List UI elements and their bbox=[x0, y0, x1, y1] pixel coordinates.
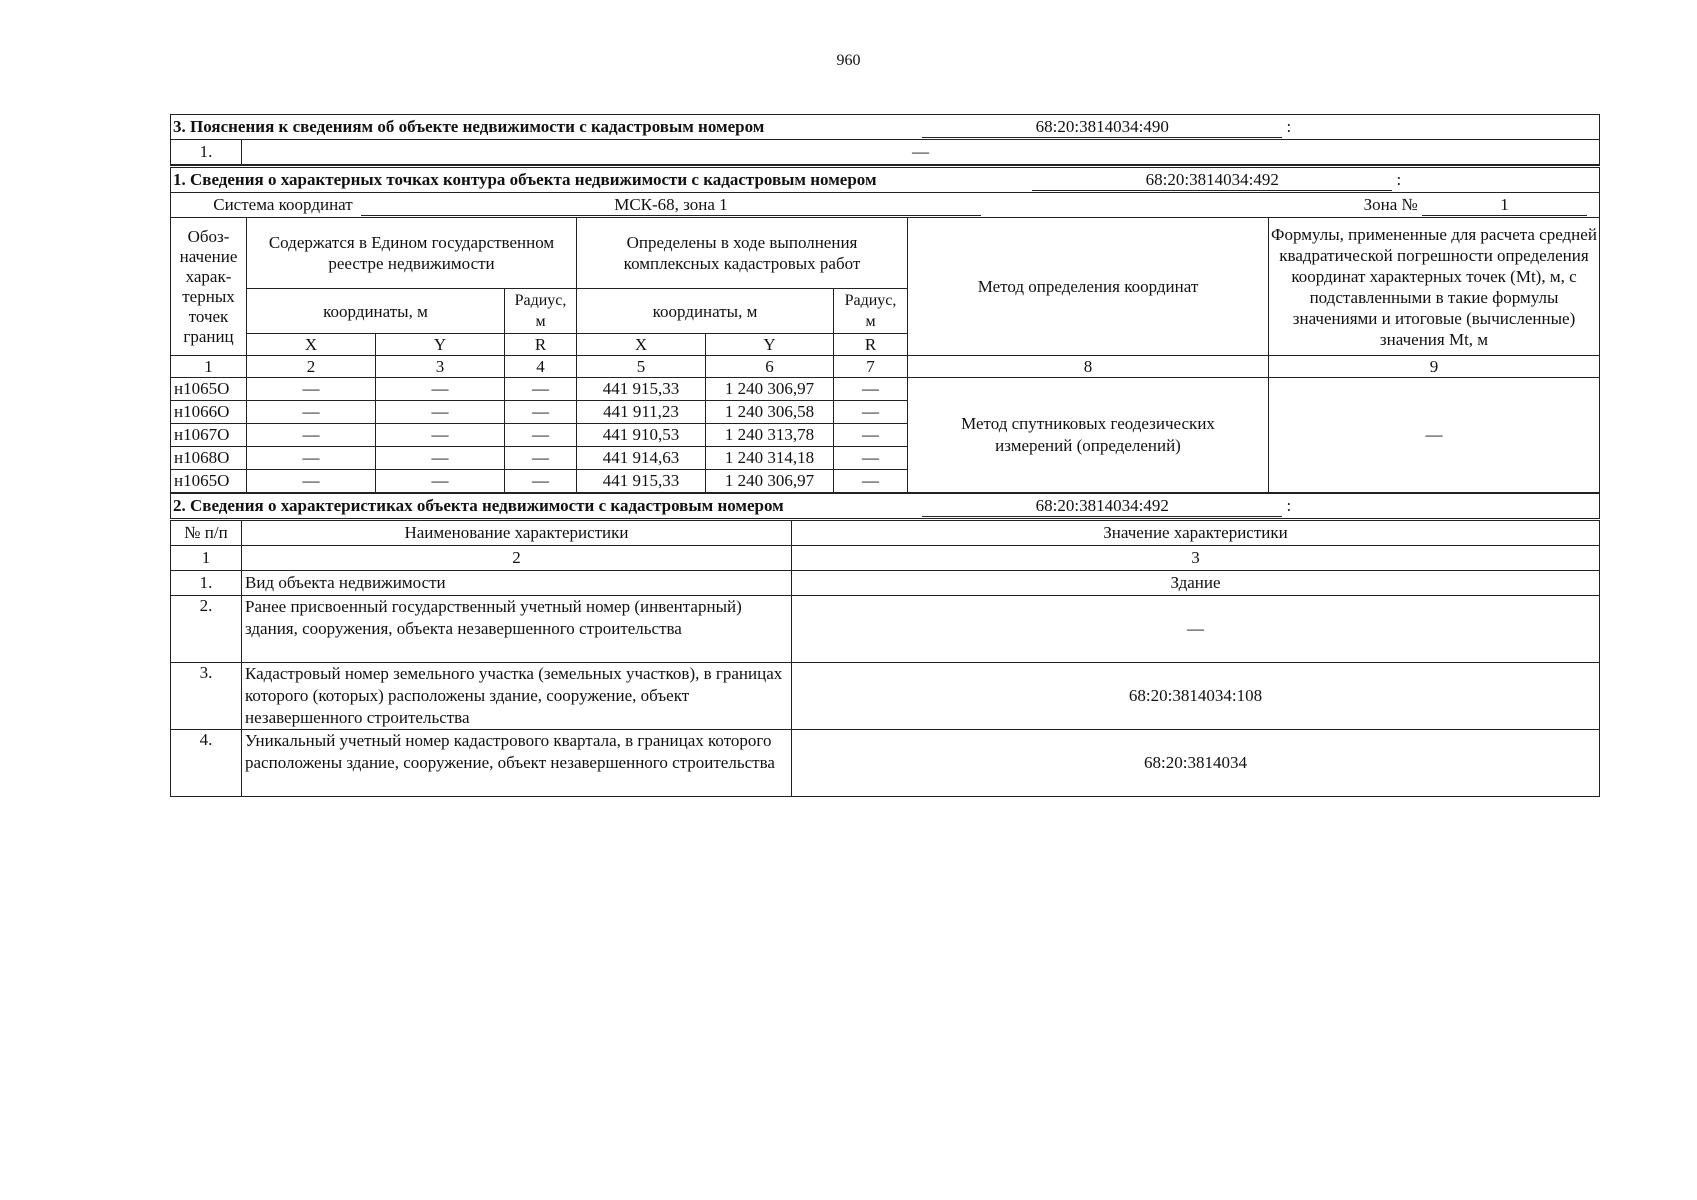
point-name: н1065О bbox=[171, 378, 247, 401]
col-idx: 3 bbox=[792, 546, 1600, 571]
r1-value: — bbox=[505, 401, 577, 424]
x2-value: 441 911,23 bbox=[577, 401, 706, 424]
section3-title: 3. Пояснения к сведениям об объекте недвижимости с кадастровым номером bbox=[173, 116, 765, 136]
col-idx: 2 bbox=[242, 546, 792, 571]
header-coords-kkr: координаты, м bbox=[577, 289, 834, 334]
point-name: н1066О bbox=[171, 401, 247, 424]
page-number: 960 bbox=[836, 52, 861, 69]
coord-system-value: МСК-68, зона 1 bbox=[361, 195, 981, 216]
coord-system-label: Система координат bbox=[213, 194, 353, 214]
x1-value: — bbox=[247, 401, 376, 424]
char-value: — bbox=[792, 596, 1600, 663]
section2-suffix: : bbox=[1286, 495, 1292, 515]
r1-value: — bbox=[505, 447, 577, 470]
section1-table bbox=[170, 165, 1600, 493]
point-name: н1065О bbox=[171, 470, 247, 493]
document-body bbox=[170, 114, 1600, 797]
y2-value: 1 240 306,97 bbox=[706, 470, 834, 493]
section3-row-num: 1. bbox=[171, 140, 242, 165]
table-row bbox=[171, 596, 1600, 663]
header-x-kkr: X bbox=[577, 334, 706, 356]
char-value: 68:20:3814034 bbox=[792, 730, 1600, 797]
r1-value: — bbox=[505, 378, 577, 401]
method-value: Метод спутниковых геодезических измерений (определений) bbox=[908, 378, 1269, 493]
section1-title: 1. Сведения о характерных точках контура объекта недвижимости с кадастровым номером bbox=[173, 169, 877, 189]
point-name: н1067О bbox=[171, 424, 247, 447]
header-y-kkr: Y bbox=[706, 334, 834, 356]
char-name: Вид объекта недвижимости bbox=[242, 571, 792, 596]
section2-cadastral-number: 68:20:3814034:492 bbox=[922, 496, 1282, 517]
point-name: н1068О bbox=[171, 447, 247, 470]
header-egrn: Содержатся в Едином государственном реестре недвижимости bbox=[247, 218, 577, 289]
col-num: 9 bbox=[1269, 356, 1600, 378]
char-num: 2. bbox=[171, 596, 242, 663]
header-formulas: Формулы, примененные для расчета средней квадратической погрешности определения координат характерных точек (Mt), м, с подставленными в такие формулы значениями и итоговые (вычисленные) значения Mt, м bbox=[1269, 218, 1600, 356]
x1-value: — bbox=[247, 447, 376, 470]
section1-cadastral-number: 68:20:3814034:492 bbox=[1032, 170, 1392, 191]
col-num: 5 bbox=[577, 356, 706, 378]
char-num: 4. bbox=[171, 730, 242, 797]
zone-label: Зона № bbox=[1363, 195, 1418, 214]
col-idx: 1 bbox=[171, 546, 242, 571]
header-radius-kkr: Радиус, м bbox=[834, 289, 908, 334]
col-num: 1 bbox=[171, 356, 247, 378]
r2-value: — bbox=[834, 378, 908, 401]
char-num: 3. bbox=[171, 663, 242, 730]
zone-value: 1 bbox=[1422, 195, 1587, 216]
col-num: 2 bbox=[247, 356, 376, 378]
char-name: Кадастровый номер земельного участка (земельных участков), в границах которого (которых) расположены здание, сооружение, объект незавершенного строительства bbox=[242, 663, 792, 730]
r1-value: — bbox=[505, 470, 577, 493]
y2-value: 1 240 314,18 bbox=[706, 447, 834, 470]
char-value: 68:20:3814034:108 bbox=[792, 663, 1600, 730]
x1-value: — bbox=[247, 378, 376, 401]
table-row bbox=[171, 571, 1600, 596]
header-value: Значение характеристики bbox=[792, 520, 1600, 546]
formula-value: — bbox=[1269, 378, 1600, 493]
y2-value: 1 240 306,58 bbox=[706, 401, 834, 424]
header-x-egrn: X bbox=[247, 334, 376, 356]
header-designation: Обоз- начение харак- терных точек границ bbox=[171, 218, 247, 356]
y1-value: — bbox=[376, 470, 505, 493]
y1-value: — bbox=[376, 378, 505, 401]
section1-suffix: : bbox=[1396, 169, 1402, 189]
header-y-egrn: Y bbox=[376, 334, 505, 356]
y1-value: — bbox=[376, 447, 505, 470]
y1-value: — bbox=[376, 401, 505, 424]
r2-value: — bbox=[834, 424, 908, 447]
r2-value: — bbox=[834, 447, 908, 470]
y2-value: 1 240 306,97 bbox=[706, 378, 834, 401]
col-num: 6 bbox=[706, 356, 834, 378]
section1-header bbox=[171, 167, 1600, 193]
header-coords-egrn: координаты, м bbox=[247, 289, 505, 334]
x2-value: 441 914,63 bbox=[577, 447, 706, 470]
header-radius-egrn: Радиус, м bbox=[505, 289, 577, 334]
section2-table bbox=[170, 493, 1600, 797]
col-num: 3 bbox=[376, 356, 505, 378]
header-kkr: Определены в ходе выполнения комплексных кадастровых работ bbox=[577, 218, 908, 289]
section3-cadastral-number: 68:20:3814034:490 bbox=[922, 117, 1282, 138]
table-row bbox=[171, 730, 1600, 797]
table-row bbox=[171, 378, 1600, 401]
char-value: Здание bbox=[792, 571, 1600, 596]
y2-value: 1 240 313,78 bbox=[706, 424, 834, 447]
x1-value: — bbox=[247, 470, 376, 493]
x2-value: 441 915,33 bbox=[577, 470, 706, 493]
header-method: Метод определения координат bbox=[908, 218, 1269, 356]
y1-value: — bbox=[376, 424, 505, 447]
r2-value: — bbox=[834, 470, 908, 493]
section3-table bbox=[170, 114, 1600, 165]
header-r-egrn: R bbox=[505, 334, 577, 356]
section3-suffix: : bbox=[1286, 116, 1292, 136]
section3-header bbox=[171, 115, 1600, 140]
x1-value: — bbox=[247, 424, 376, 447]
section3-row-value: — bbox=[242, 140, 1600, 165]
x2-value: 441 915,33 bbox=[577, 378, 706, 401]
section2-header bbox=[171, 494, 1600, 520]
section2-title: 2. Сведения о характеристиках объекта недвижимости с кадастровым номером bbox=[173, 495, 784, 515]
r1-value: — bbox=[505, 424, 577, 447]
x2-value: 441 910,53 bbox=[577, 424, 706, 447]
table-row bbox=[171, 663, 1600, 730]
char-name: Уникальный учетный номер кадастрового квартала, в границах которого расположены здание, сооружение, объект незавершенного строительства bbox=[242, 730, 792, 797]
header-name: Наименование характеристики bbox=[242, 520, 792, 546]
char-name: Ранее присвоенный государственный учетный номер (инвентарный) здания, сооружения, объекта незавершенного строительства bbox=[242, 596, 792, 663]
char-num: 1. bbox=[171, 571, 242, 596]
header-num: № п/п bbox=[171, 520, 242, 546]
r2-value: — bbox=[834, 401, 908, 424]
header-r-kkr: R bbox=[834, 334, 908, 356]
col-num: 8 bbox=[908, 356, 1269, 378]
coord-system-row bbox=[171, 193, 1600, 218]
col-num: 4 bbox=[505, 356, 577, 378]
col-num: 7 bbox=[834, 356, 908, 378]
